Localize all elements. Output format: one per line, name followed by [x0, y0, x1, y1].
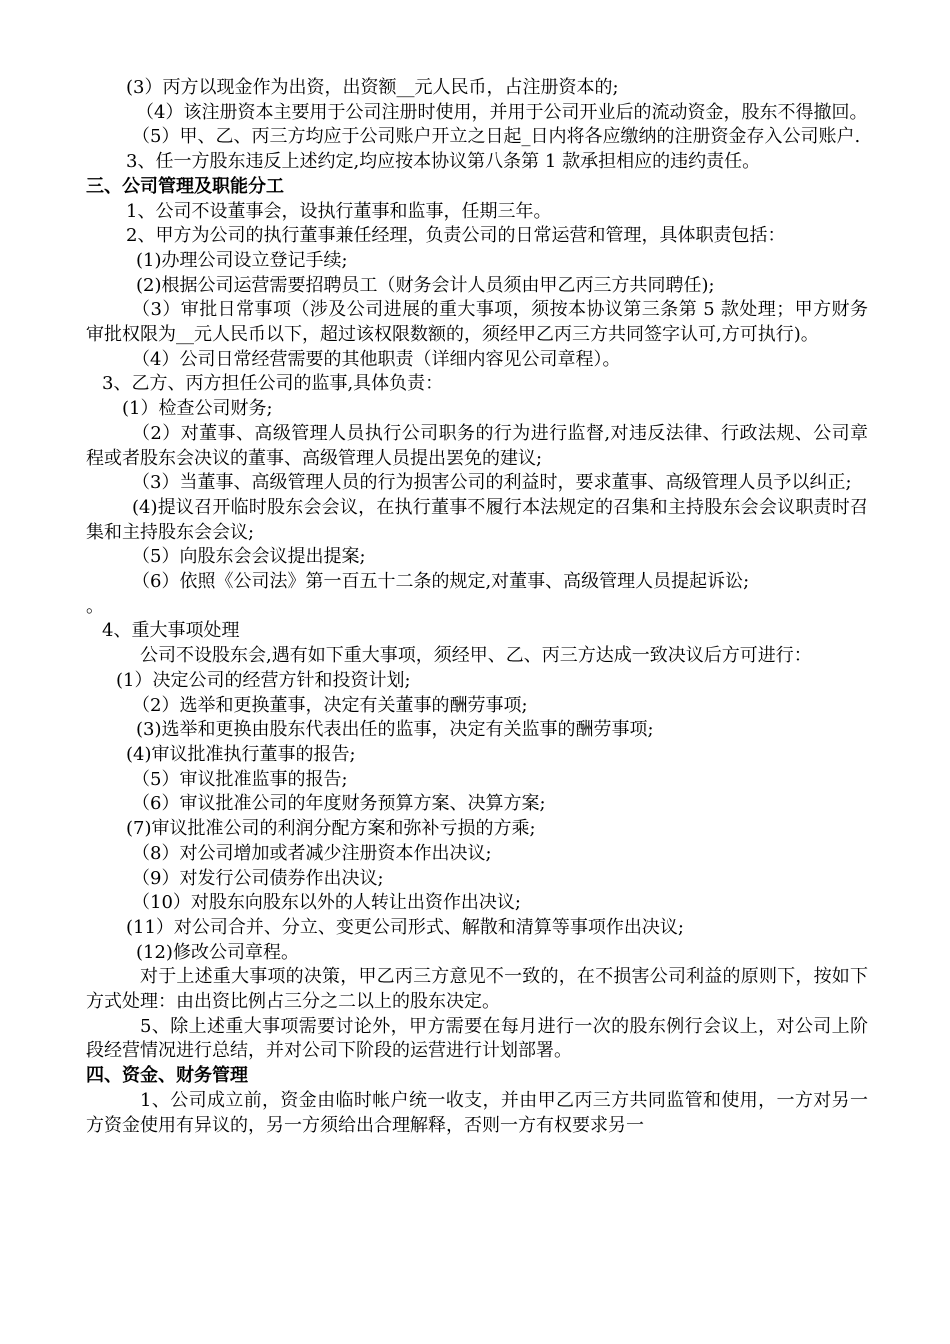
paragraph: 公司不设股东会,遇有如下重大事项，须经甲、乙、丙三方达成一致决议后方可进行：	[140, 645, 812, 667]
paragraph: 5、除上述重大事项需要讨论外，甲方需要在每月进行一次的股东例行会议上，对公司上阶段经营情况进行总结，并对公司下阶段的运营进行计划部署。	[86, 1015, 868, 1062]
list-item: (12)修改公司章程。	[136, 941, 299, 963]
list-item: (1）检查公司财务;	[122, 398, 273, 420]
paragraph: (3）丙方以现金作为出资，出资额__元人民币，占注册资本的;	[126, 77, 619, 98]
paragraph: 3、任一方股东违反上述约定,均应按本协议第八条第 1 款承担相应的违约责任。	[126, 151, 761, 173]
list-item: （4）公司日常经营需要的其他职责（详细内容见公司章程）。	[132, 348, 621, 370]
paragraph: 4、重大事项处理	[102, 620, 240, 642]
list-item: (4)审议批准执行董事的报告;	[126, 743, 356, 765]
stray-mark: 。	[86, 595, 104, 617]
list-item: （6）依照《公司法》第一百五十二条的规定,对董事、高级管理人员提起诉讼;	[132, 571, 750, 593]
section-heading: 三、公司管理及职能分工	[86, 175, 284, 197]
list-item: （3）审批日常事项（涉及公司进展的重大事项，须按本协议第三条第 5 款处理；甲方财务审批权限为__元人民币以下，超过该权限数额的，须经甲乙丙三方共同签字认可,方可执行)。	[86, 299, 868, 346]
paragraph: 1、公司成立前，资金由临时帐户统一收支，并由甲乙丙三方共同监管和使用，一方对另一方资金使用有异议的，另一方须给出合理解释，否则一方有权要求另一	[86, 1089, 868, 1136]
list-item: （6）审议批准公司的年度财务预算方案、决算方案;	[132, 793, 546, 815]
list-item: (1）决定公司的经营方针和投资计划;	[116, 669, 411, 691]
list-item: （8）对公司增加或者减少注册资本作出决议;	[132, 842, 492, 864]
list-item: （5）向股东会会议提出提案;	[132, 546, 366, 568]
list-item: (11）对公司合并、分立、变更公司形式、解散和清算等事项作出决议;	[126, 916, 684, 938]
section-heading: 四、资金、财务管理	[86, 1065, 248, 1087]
paragraph: 3、乙方、丙方担任公司的监事,具体负责：	[102, 373, 444, 395]
list-item: (1)办理公司设立登记手续;	[136, 249, 348, 271]
paragraph: 1、公司不设董事会，设执行董事和监事，任期三年。	[126, 200, 552, 222]
list-item: （10）对股东向股东以外的人转让出资作出决议;	[132, 892, 521, 914]
paragraph: （4）该注册资本主要用于公司注册时使用，并用于公司开业后的流动资金，股东不得撤回。	[136, 101, 868, 123]
list-item: （3）当董事、高级管理人员的行为损害公司的利益时，要求董事、高级管理人员予以纠正;	[132, 472, 852, 494]
list-item: (2)根据公司运营需要招聘员工（财务会计人员须由甲乙丙三方共同聘任);	[136, 274, 715, 296]
list-item: (4)提议召开临时股东会会议，在执行董事不履行本法规定的召集和主持股东会会议职责时召集和主持股东会会议;	[86, 496, 868, 543]
list-item: （2）对董事、高级管理人员执行公司职务的行为进行监督,对违反法律、行政法规、公司章程或者股东会决议的董事、高级管理人员提出罢免的建议;	[86, 422, 868, 469]
list-item: （5）审议批准监事的报告;	[132, 768, 348, 790]
paragraph: 对于上述重大事项的决策，甲乙丙三方意见不一致的，在不损害公司利益的原则下，按如下方式处理：由出资比例占三分之二以上的股东决定。	[86, 966, 868, 1013]
list-item: （2）选举和更换董事，决定有关董事的酬劳事项;	[132, 694, 528, 716]
paragraph: 2、甲方为公司的执行董事兼任经理，负责公司的日常运营和管理，具体职责包括：	[126, 225, 786, 247]
list-item: (3)选举和更换由股东代表出任的监事，决定有关监事的酬劳事项;	[136, 719, 654, 741]
list-item: (7)审议批准公司的利润分配方案和弥补亏损的方乘;	[126, 818, 536, 840]
list-item: （9）对发行公司债券作出决议;	[132, 867, 384, 889]
paragraph: （5）甲、乙、丙三方均应于公司账户开立之日起_日内将各应缴纳的注册资金存入公司账户.	[132, 126, 861, 148]
